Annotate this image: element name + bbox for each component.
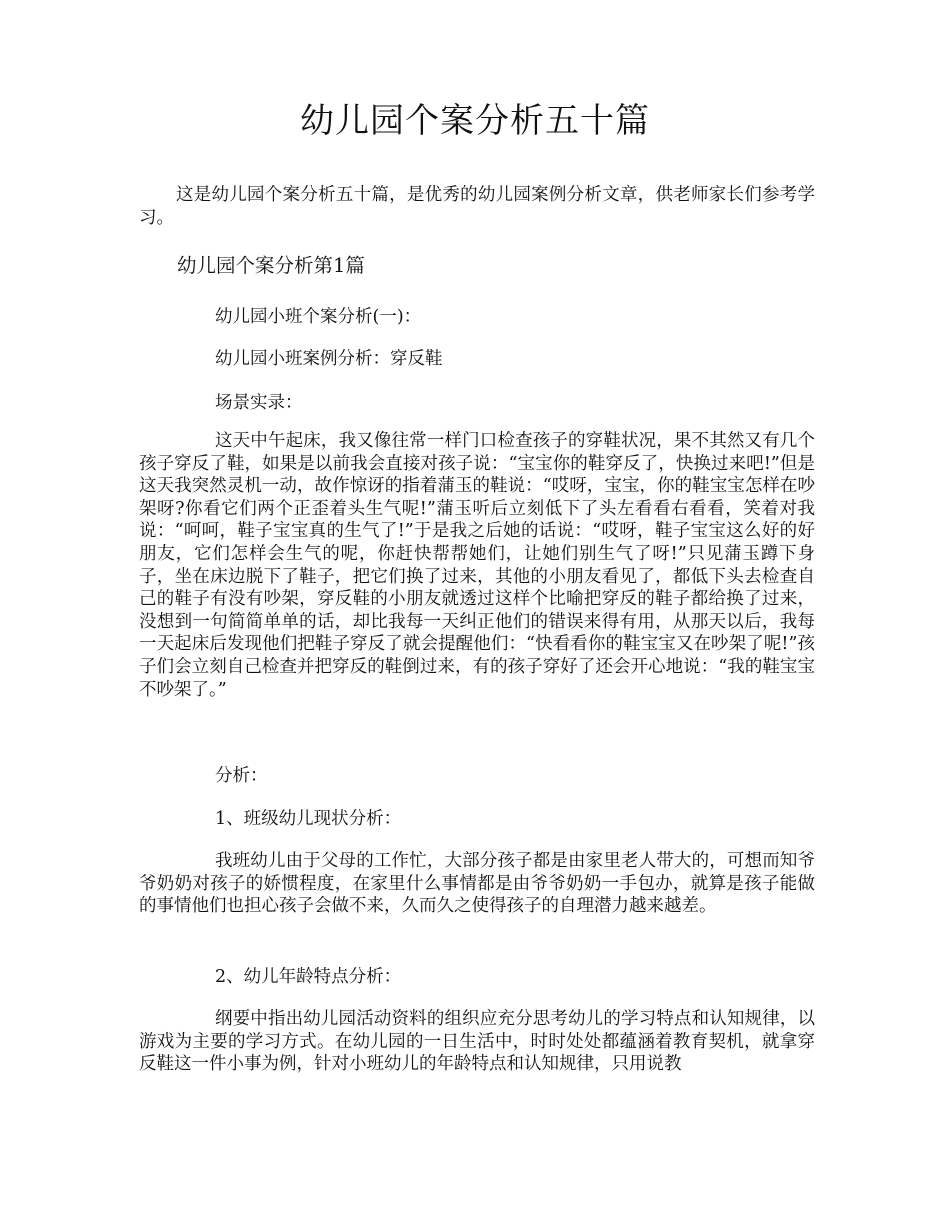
document-title: 幼儿园个案分析五十篇 — [300, 101, 650, 141]
point1-paragraph: 我班幼儿由于父母的工作忙，大部分孩子都是由家里老人带大的，可想而知爷爷奶奶对孩子的娇惯程度，在家里什么事情都是由爷爷奶奶一手包办，就算是孩子能做的事情他们也担心孩子会做不来，久而久之使得孩子的自理潜力越来越差。 — [139, 851, 815, 917]
point1-label: 1、班级幼儿现状分析： — [215, 809, 402, 829]
point2-label: 2、幼儿年龄特点分析： — [215, 967, 402, 987]
case-subtitle: 幼儿园小班案例分析：穿反鞋 — [215, 349, 443, 369]
scene-paragraph: 这天中午起床，我又像往常一样门口检查孩子的穿鞋状况，果不其然又有几个孩子穿反了鞋，如果是以前我会直接对孩子说：“宝宝你的鞋穿反了，快换过来吧!”但是这天我突然灵机一动，故作惊讶的指着蒲玉的鞋说：“哎呀，宝宝，你的鞋宝宝怎样在吵架呀?你看它们两个正歪着头生气呢!”蒲玉听后立刻低下了头左看看右看看，笑着对我说：“呵呵，鞋子宝宝真的生气了!”于是我之后她的话说：“哎呀，鞋子宝宝这么好的好朋友，它们怎样会生气的呢，你赶快帮帮她们，让她们别生气了呀!”只见蒲玉蹲下身子，坐在床边脱下了鞋子，把它们换了过来，其他的小朋友看见了，都低下头去检查自己的鞋子有没有吵架，穿反鞋的小朋友就透过这样个比喻把穿反的鞋子都给换了过来，没想到一句简简单单的话，却比我每一天纠正他们的错误来得有用，从那天以后，我每一天起床后发现他们把鞋子穿反了就会提醒他们：“快看看你的鞋宝宝又在吵架了呢!”孩子们会立刻自己检查并把穿反的鞋倒过来，有的孩子穿好了还会开心地说：“我的鞋宝宝不吵架了。” — [139, 431, 815, 700]
analysis-label: 分析： — [215, 766, 268, 786]
section-heading: 幼儿园个案分析第1篇 — [177, 254, 365, 277]
point2-paragraph: 纲要中指出幼儿园活动资料的组织应充分思考幼儿的学习特点和认知规律，以游戏为主要的学习方式。在幼儿园的一日生活中，时时处处都蕴涵着教育契机，就拿穿反鞋这一件小事为例，针对小班幼儿的年龄特点和认知规律，只用说教 — [139, 1009, 815, 1075]
intro-paragraph: 这是幼儿园个案分析五十篇，是优秀的幼儿园案例分析文章，供老师家长们参考学习。 — [139, 185, 815, 228]
case-title: 幼儿园小班个案分析(一)： — [215, 307, 422, 327]
scene-label: 场景实录： — [215, 393, 303, 413]
